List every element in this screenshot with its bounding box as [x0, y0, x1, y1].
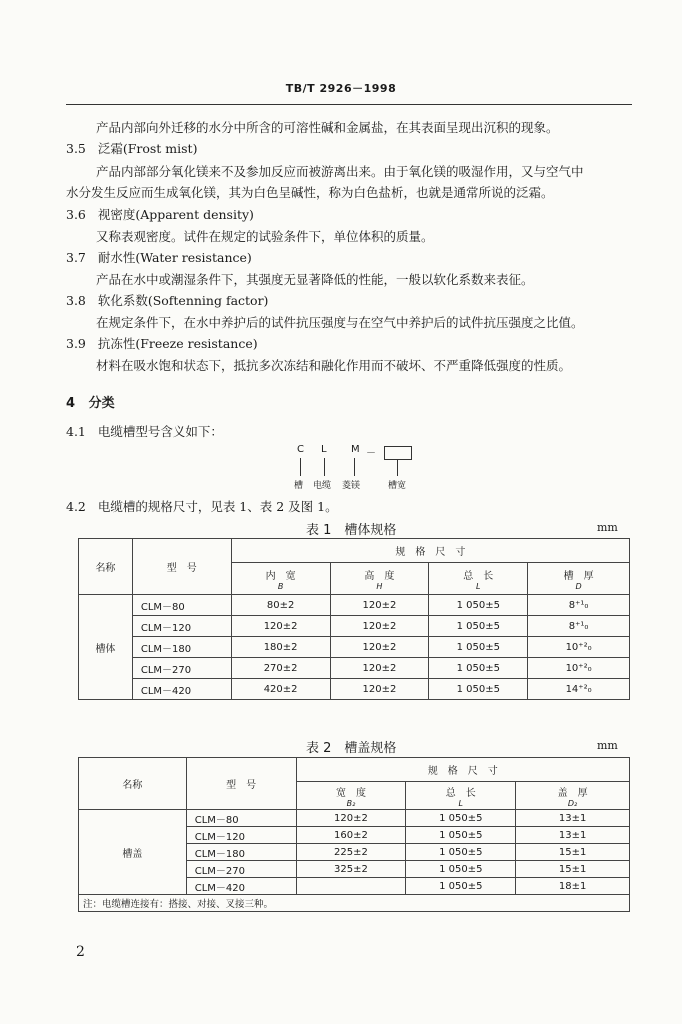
section-3-9 — [66, 336, 258, 352]
table-cell: 1 050±5 — [429, 658, 528, 679]
table1-col-width: 内 宽 B — [231, 563, 330, 595]
table1-header-model: 型 号 — [132, 539, 231, 595]
table-cell: 13±1 — [516, 827, 630, 844]
table-row — [79, 658, 630, 679]
section-text: 电缆槽型号含义如下： — [97, 424, 223, 439]
table-cell: 120±2 — [231, 616, 330, 637]
table1-name-cell: 槽体 — [79, 595, 133, 700]
table-cell: 13±1 — [516, 810, 630, 827]
diagram-label-c: 槽 — [294, 481, 304, 491]
section-number: 3.8 — [66, 293, 86, 308]
table-row — [79, 679, 630, 700]
section-4-2 — [66, 499, 338, 515]
diagram-tick-c — [300, 458, 301, 476]
table-cell: CLM－270 — [186, 861, 296, 878]
table-cell: 8⁺¹₀ — [528, 616, 630, 637]
table2-note: 注：电缆槽连接有：搭接、对接、叉接三种。 — [79, 895, 630, 912]
table1-col-thickness: 槽 厚 D — [528, 563, 630, 595]
table-cell: 18±1 — [516, 878, 630, 895]
table-row — [79, 616, 630, 637]
table-row — [79, 637, 630, 658]
diagram-label-box: 槽宽 — [388, 481, 407, 491]
table2-unit: mm — [597, 739, 618, 752]
diagram-dash: － — [366, 448, 376, 459]
section-title: 耐水性(Water resistance) — [97, 250, 252, 265]
table-cell: 1 050±5 — [406, 844, 516, 861]
section-number: 4.2 — [66, 499, 86, 514]
table-cell: CLM－80 — [132, 595, 231, 616]
table-cell: CLM－80 — [186, 810, 296, 827]
section-number: 4 — [66, 396, 76, 411]
table-cell: CLM－420 — [132, 679, 231, 700]
section-number: 3.7 — [66, 250, 86, 265]
table-cell: 120±2 — [296, 810, 406, 827]
table-cell: 325±2 — [296, 861, 406, 878]
table1-header-spec: 规 格 尺 寸 — [231, 539, 629, 563]
section-4 — [66, 392, 115, 411]
table-cell: CLM－120 — [132, 616, 231, 637]
header-rule — [66, 104, 632, 105]
table-cell: 160±2 — [296, 827, 406, 844]
section-3-6 — [66, 207, 254, 223]
table-cell: 225±2 — [296, 844, 406, 861]
table2-header-spec: 规 格 尺 寸 — [296, 758, 629, 782]
table1-caption: 表 1 槽体规格 — [306, 523, 397, 538]
table-cell: 120±2 — [330, 679, 429, 700]
table-cell: CLM－270 — [132, 658, 231, 679]
diagram-tick-l — [324, 458, 325, 476]
table-cell: 1 050±5 — [406, 827, 516, 844]
table2-col-width: 宽 度 B₂ — [296, 782, 406, 810]
table-cell: 10⁺²₀ — [528, 658, 630, 679]
diagram-label-m: 菱镁 — [342, 481, 361, 491]
section-text: 电缆槽的规格尺寸，见表 1、表 2 及图 1。 — [97, 499, 338, 514]
para-3-5-line2: 水分发生反应而生成氧化镁，其为白色呈碱性，称为白色盐析，也就是通常所说的泛霜。 — [66, 185, 554, 200]
table-cell: 120±2 — [330, 595, 429, 616]
section-title: 软化系数(Softenning factor) — [97, 293, 269, 308]
table1-unit: mm — [597, 521, 618, 534]
table-cell: 120±2 — [330, 658, 429, 679]
table2-name-cell: 槽盖 — [79, 810, 187, 895]
para-3-6: 又称表观密度。试件在规定的试验条件下，单位体积的质量。 — [96, 229, 434, 244]
section-title: 抗冻性(Freeze resistance) — [97, 336, 258, 351]
table2-col-length: 总 长 L — [406, 782, 516, 810]
table2-header-name: 名称 — [79, 758, 187, 810]
table-cell: 14⁺²₀ — [528, 679, 630, 700]
table2-caption: 表 2 槽盖规格 — [306, 741, 397, 756]
diagram-tick-box — [397, 459, 398, 476]
table-cell — [296, 878, 406, 895]
table-cell: CLM－180 — [132, 637, 231, 658]
diagram-tick-m — [354, 458, 355, 476]
table-cell: 1 050±5 — [406, 810, 516, 827]
para-3-7: 产品在水中或潮湿条件下，其强度无显著降低的性能，一般以软化系数来表征。 — [96, 272, 534, 287]
diagram-c: C — [297, 444, 304, 455]
table-row — [79, 810, 630, 827]
page-number: 2 — [76, 944, 85, 960]
page-header: TB/T 2926－1998 — [285, 82, 397, 95]
section-number: 3.9 — [66, 336, 86, 351]
table-cell: 270±2 — [231, 658, 330, 679]
table1-col-length: 总 长 L — [429, 563, 528, 595]
table2-header-model: 型 号 — [186, 758, 296, 810]
section-3-8 — [66, 293, 268, 309]
diagram-box — [384, 446, 412, 460]
para-3-9: 材料在吸水饱和状态下，抵抗多次冻结和融化作用而不破坏、不严重降低强度的性质。 — [96, 358, 572, 373]
table2 — [78, 757, 630, 912]
section-title: 泛霜(Frost mist) — [97, 141, 198, 156]
section-number: 3.6 — [66, 207, 86, 222]
table-cell: 80±2 — [231, 595, 330, 616]
table-row — [79, 595, 630, 616]
section-title: 分类 — [88, 396, 115, 411]
para-3-8: 在规定条件下，在水中养护后的试件抗压强度与在空气中养护后的试件抗压强度之比值。 — [96, 315, 584, 330]
table-cell: 180±2 — [231, 637, 330, 658]
section-3-7 — [66, 250, 252, 266]
table-cell: 15±1 — [516, 844, 630, 861]
table-cell: 1 050±5 — [429, 616, 528, 637]
table-cell: CLM－180 — [186, 844, 296, 861]
table-cell: 15±1 — [516, 861, 630, 878]
table-cell: CLM－420 — [186, 878, 296, 895]
table-cell: 10⁺²₀ — [528, 637, 630, 658]
table-cell: 120±2 — [330, 637, 429, 658]
diagram-l: L — [321, 444, 327, 455]
table-cell: 1 050±5 — [429, 595, 528, 616]
table-cell: CLM－120 — [186, 827, 296, 844]
table-cell: 8⁺¹₀ — [528, 595, 630, 616]
section-number: 4.1 — [66, 424, 86, 439]
section-title: 视密度(Apparent density) — [97, 207, 254, 222]
table-cell: 1 050±5 — [406, 861, 516, 878]
table2-col-thickness: 盖 厚 D₂ — [516, 782, 630, 810]
table-cell: 120±2 — [330, 616, 429, 637]
table-cell: 1 050±5 — [429, 637, 528, 658]
table1 — [78, 538, 630, 700]
table-cell: 1 050±5 — [429, 679, 528, 700]
para-intro: 产品内部向外迁移的水分中所含的可溶性碱和金属盐，在其表面呈现出沉积的现象。 — [96, 120, 559, 135]
table-cell: 420±2 — [231, 679, 330, 700]
table1-col-height: 高 度 H — [330, 563, 429, 595]
diagram-m: M — [351, 444, 360, 455]
table-cell: 1 050±5 — [406, 878, 516, 895]
table1-header-name: 名称 — [79, 539, 133, 595]
section-4-1 — [66, 424, 223, 440]
para-3-5-line1: 产品内部部分氧化镁来不及参加反应而被游离出来。由于氧化镁的吸湿作用，又与空气中 — [96, 164, 584, 179]
diagram-label-l: 电缆 — [313, 481, 332, 491]
section-number: 3.5 — [66, 141, 86, 156]
section-3-5 — [66, 141, 197, 157]
